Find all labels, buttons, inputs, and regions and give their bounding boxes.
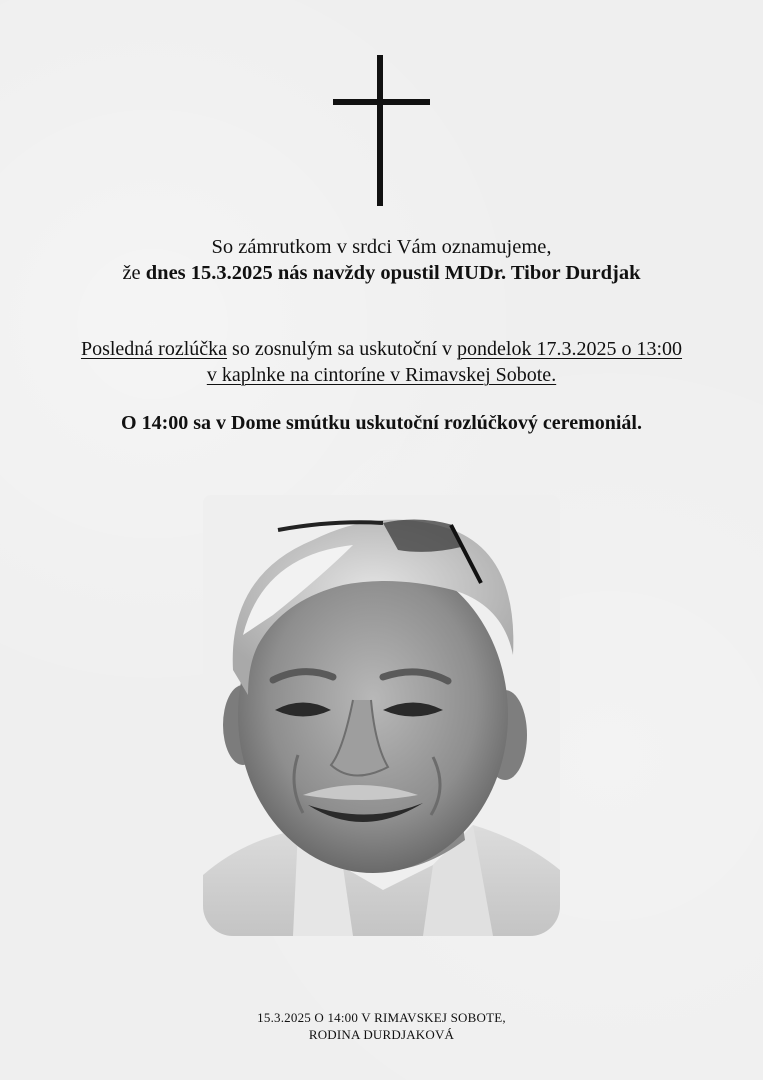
farewell-link-date: pondelok 17.3.2025 o 13:00 xyxy=(457,338,683,360)
footer xyxy=(0,1009,763,1043)
farewell-line-2 xyxy=(0,362,763,388)
portrait-photo xyxy=(203,495,560,936)
cross-icon xyxy=(333,55,430,206)
intro-line-2-bold: dnes 15.3.2025 nás navždy opustil MUDr. Tibor Durdjak xyxy=(145,262,641,284)
cross-vertical-bar xyxy=(377,55,383,206)
intro-line-2 xyxy=(0,260,763,286)
farewell-link-place: v kaplnke na cintoríne v Rimavskej Sobote. xyxy=(206,364,557,386)
intro-line-2-prefix: že xyxy=(122,262,146,284)
portrait-image xyxy=(203,495,560,936)
intro-line-1: So zámrutkom v srdci Vám oznamujeme, xyxy=(211,236,552,258)
farewell-line-1 xyxy=(0,336,763,362)
footer-line-1: 15.3.2025 O 14:00 V RIMAVSKEJ SOBOTE, xyxy=(257,1010,506,1025)
farewell-info xyxy=(0,336,763,388)
farewell-middle-text: so zosnulým sa uskutoční v xyxy=(227,338,458,360)
cross-horizontal-bar xyxy=(333,99,430,105)
farewell-link-posledna: Posledná rozlúčka xyxy=(80,338,228,360)
footer-line-2: RODINA DURDJAKOVÁ xyxy=(308,1027,455,1042)
announcement-intro xyxy=(0,234,763,286)
ceremony-text: O 14:00 sa v Dome smútku uskutoční rozlúčkový ceremoniál. xyxy=(121,412,642,434)
